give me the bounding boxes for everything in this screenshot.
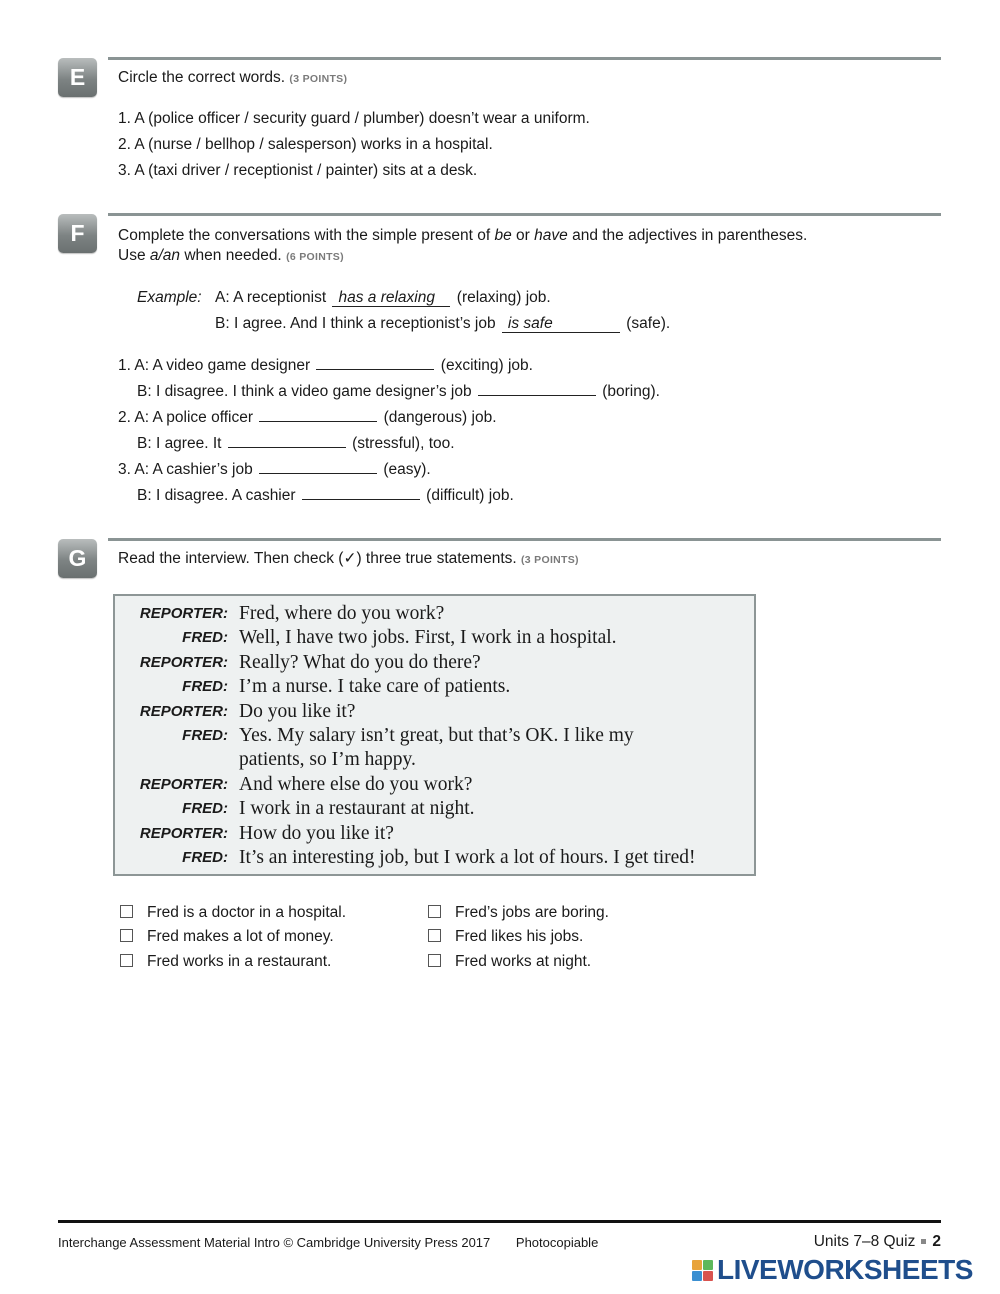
q3a-text: 3. A: A cashier’s job bbox=[118, 461, 253, 478]
liveworksheets-cubes-icon bbox=[692, 1260, 713, 1281]
section-g-instruction bbox=[118, 549, 579, 570]
section-e-letter: E bbox=[69, 64, 86, 90]
g-instr-post: ) three true statements. bbox=[356, 550, 517, 567]
checkbox-likes-jobs[interactable] bbox=[428, 929, 441, 942]
q2a-text: 2. A: A police officer bbox=[118, 409, 253, 426]
interview-speaker: REPORTER: bbox=[139, 776, 228, 793]
section-f-points: (6 POINTS) bbox=[286, 251, 344, 263]
section-e-item-2[interactable]: 2. A (nurse / bellhop / salesperson) works in a hospital. bbox=[118, 136, 493, 153]
q3-line-a bbox=[118, 459, 431, 480]
instr-aan: a/an bbox=[149, 247, 181, 264]
q3b-blank[interactable] bbox=[302, 485, 420, 500]
square-bullet-icon bbox=[921, 1239, 926, 1244]
q1b-text: B: I disagree. I think a video game designer’s job bbox=[137, 383, 472, 400]
section-g-rule bbox=[108, 538, 941, 541]
interview-speaker: FRED: bbox=[182, 629, 228, 646]
quiz-title: Units 7–8 Quiz bbox=[813, 1233, 916, 1250]
interview-speech: Really? What do you do there? bbox=[239, 652, 481, 673]
interview-speaker: FRED: bbox=[182, 849, 228, 866]
section-e-points: (3 POINTS) bbox=[289, 73, 348, 85]
checkbox-works-night[interactable] bbox=[428, 954, 441, 967]
section-f-letter: F bbox=[70, 220, 85, 246]
photocopiable-text: Photocopiable bbox=[515, 1235, 599, 1250]
example-label: Example: bbox=[137, 289, 202, 306]
interview-speech: Yes. My salary isn’t great, but that’s OK. I like my patients, so I’m happy. bbox=[239, 725, 634, 770]
statement-fred-restaurant: Fred works in a restaurant. bbox=[147, 953, 332, 970]
section-g-points: (3 POINTS) bbox=[521, 554, 579, 566]
q1-line-a bbox=[118, 355, 533, 376]
instr-or: or bbox=[511, 227, 535, 244]
interview-speaker: REPORTER: bbox=[139, 605, 228, 622]
instr-be: be bbox=[494, 227, 512, 244]
checkbox-fred-doctor[interactable] bbox=[120, 905, 133, 918]
statement-fred-money: Fred makes a lot of money. bbox=[147, 928, 334, 945]
q1-line-b bbox=[137, 381, 660, 402]
interview-speaker: FRED: bbox=[182, 678, 228, 695]
instr-use: Use bbox=[118, 247, 150, 264]
q1a-blank[interactable] bbox=[316, 355, 434, 370]
q2b-text: B: I agree. It bbox=[137, 435, 222, 452]
example-a-post: (relaxing) job. bbox=[456, 289, 551, 306]
page-number: 2 bbox=[932, 1233, 941, 1250]
section-e-instruction bbox=[118, 68, 347, 89]
statement-likes-jobs: Fred likes his jobs. bbox=[455, 928, 584, 945]
footer-copyright bbox=[58, 1235, 598, 1251]
statement-fred-doctor: Fred is a doctor in a hospital. bbox=[147, 904, 347, 921]
interview-speech: Well, I have two jobs. First, I work in a hospital. bbox=[239, 627, 617, 648]
interview-speech: Do you like it? bbox=[239, 701, 356, 722]
example-line-a bbox=[215, 288, 551, 308]
example-b-answer: is safe bbox=[502, 315, 620, 333]
q3b-post: (difficult) job. bbox=[426, 487, 514, 504]
check-mark-icon: ✓ bbox=[343, 550, 357, 567]
interview-speaker: REPORTER: bbox=[139, 703, 228, 720]
q3a-blank[interactable] bbox=[259, 459, 377, 474]
interview-speech: I’m a nurse. I take care of patients. bbox=[239, 676, 511, 697]
q2-line-a bbox=[118, 407, 497, 428]
section-f-instruction bbox=[118, 226, 918, 267]
interview-speaker: REPORTER: bbox=[139, 654, 228, 671]
section-f-rule bbox=[108, 213, 941, 216]
interview-speech: It’s an interesting job, but I work a lot of hours. I get tired! bbox=[239, 847, 696, 868]
checkbox-fred-money[interactable] bbox=[120, 929, 133, 942]
interview-speech: How do you like it? bbox=[239, 823, 394, 844]
footer-quiz bbox=[814, 1233, 941, 1251]
checkbox-jobs-boring[interactable] bbox=[428, 905, 441, 918]
liveworksheets-logo[interactable] bbox=[692, 1255, 973, 1285]
section-e-item-1[interactable]: 1. A (police officer / security guard / plumber) doesn’t wear a uniform. bbox=[118, 110, 590, 127]
example-line-b bbox=[215, 314, 670, 334]
example-b-text: B: I agree. And I think a receptionist’s job bbox=[215, 315, 496, 332]
example-a-answer: has a relaxing bbox=[332, 289, 450, 307]
interview-speech: I work in a restaurant at night. bbox=[239, 798, 475, 819]
section-f-badge bbox=[58, 214, 97, 253]
g-instr-pre: Read the interview. Then check ( bbox=[118, 550, 344, 567]
section-e-item-3[interactable]: 3. A (taxi driver / receptionist / painter) sits at a desk. bbox=[118, 162, 478, 179]
q1b-post: (boring). bbox=[602, 383, 660, 400]
interview-speaker: FRED: bbox=[182, 727, 228, 744]
instr-text-2: and the adjectives in parentheses. bbox=[567, 227, 808, 244]
q2a-blank[interactable] bbox=[259, 407, 377, 422]
q1b-blank[interactable] bbox=[478, 381, 596, 396]
section-e-rule bbox=[108, 57, 941, 60]
q1a-text: 1. A: A video game designer bbox=[118, 357, 311, 374]
q3a-post: (easy). bbox=[383, 461, 431, 478]
section-e-badge bbox=[58, 58, 97, 97]
interview-speech: Fred, where do you work? bbox=[239, 603, 445, 624]
copyright-text: Interchange Assessment Material Intro © Cambridge University Press 2017 bbox=[58, 1235, 491, 1250]
q1a-post: (exciting) job. bbox=[440, 357, 533, 374]
interview-box bbox=[113, 594, 756, 876]
q2-line-b bbox=[137, 433, 455, 454]
example-a-text: A: A receptionist bbox=[215, 289, 327, 306]
statement-works-night: Fred works at night. bbox=[455, 953, 592, 970]
interview-speaker: FRED: bbox=[182, 800, 228, 817]
q3-line-b bbox=[137, 485, 514, 506]
instr-have: have bbox=[534, 227, 568, 244]
instr-when-needed: when needed. bbox=[180, 247, 282, 264]
interview-speech: And where else do you work? bbox=[239, 774, 473, 795]
section-g-letter: G bbox=[68, 545, 87, 571]
example-b-post: (safe). bbox=[626, 315, 671, 332]
section-g-badge bbox=[58, 539, 97, 578]
interview-speaker: REPORTER: bbox=[139, 825, 228, 842]
statement-jobs-boring: Fred’s jobs are boring. bbox=[455, 904, 609, 921]
liveworksheets-wordmark: LIVEWORKSHEETS bbox=[717, 1254, 973, 1285]
checkbox-fred-restaurant[interactable] bbox=[120, 954, 133, 967]
q2b-post: (stressful), too. bbox=[352, 435, 455, 452]
instr-text: Complete the conversations with the simple present of bbox=[118, 227, 495, 244]
section-e-instruction-text: Circle the correct words. bbox=[118, 69, 286, 86]
footer-rule bbox=[58, 1220, 941, 1223]
q2a-post: (dangerous) job. bbox=[383, 409, 497, 426]
q3b-text: B: I disagree. A cashier bbox=[137, 487, 296, 504]
q2b-blank[interactable] bbox=[228, 433, 346, 448]
